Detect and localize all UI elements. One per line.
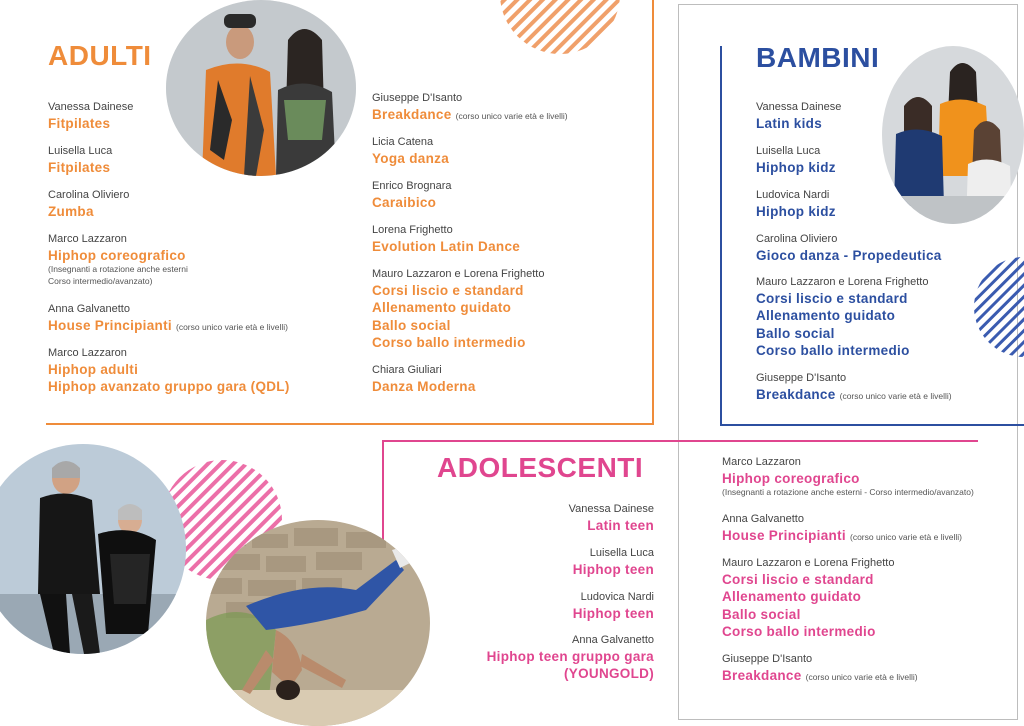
stripe-circle-orange [498, 0, 622, 54]
bambini-entry [756, 233, 942, 264]
teacher-name: Mauro Lazzaron e Lorena Frighetto [372, 268, 545, 280]
adulti-entry [372, 224, 520, 255]
teacher-name: Mauro Lazzaron e Lorena Frighetto [722, 557, 895, 569]
course-note: (Insegnanti a rotazione anche esterni - Corso intermedio/avanzato) [722, 487, 974, 498]
teacher-name: Ludovica Nardi [580, 591, 654, 603]
bambini-entry [756, 276, 928, 360]
course-title: Corso ballo intermedio [372, 335, 526, 351]
course-title: Corsi liscio e standard [372, 282, 524, 298]
course-note: (Insegnanti a rotazione anche esterni [48, 264, 188, 275]
teacher-name: Vanessa Dainese [756, 101, 842, 113]
course-title [722, 667, 918, 687]
course-title: Ballo social [372, 317, 451, 333]
course-title: Corso ballo intermedio [722, 624, 876, 640]
course-title: Hiphop teen [572, 605, 654, 621]
adolescenti-entry [400, 634, 654, 683]
adolescenti-entry [400, 591, 654, 622]
course-name: House Principianti [722, 527, 846, 543]
course-inline-note: (corso unico varie età e livelli) [175, 321, 288, 332]
adolescenti-frame-left [382, 440, 384, 550]
photo-bambini-girls [882, 46, 1024, 224]
course-title: Zumba [48, 203, 94, 219]
course-title: Caraibico [372, 194, 437, 210]
teacher-name: Enrico Brognara [372, 180, 452, 192]
course-title: Corso ballo intermedio [756, 343, 910, 359]
adolescenti-entry [722, 557, 894, 641]
course-name: Breakdance [372, 106, 452, 122]
photo-adulti-dancers [166, 0, 356, 176]
teacher-name: Luisella Luca [48, 145, 113, 157]
course-title: Fitpilates [48, 115, 111, 131]
teacher-name: Luisella Luca [756, 145, 821, 157]
adolescenti-title: ADOLESCENTI [437, 452, 644, 483]
adolescenti-entry [722, 456, 974, 499]
course-title: Corsi liscio e standard [722, 571, 874, 587]
bambini-entry [756, 145, 836, 176]
teacher-name: Marco Lazzaron [722, 456, 801, 468]
course-title: Latin teen [587, 517, 654, 533]
teacher-name: Chiara Giuliari [372, 364, 442, 376]
course-title [756, 386, 952, 406]
adulti-frame-bottom [46, 423, 654, 425]
teacher-name: Vanessa Dainese [48, 101, 134, 113]
course-title [48, 317, 288, 337]
adulti-entry [372, 180, 452, 211]
adolescenti-entry [400, 547, 654, 578]
course-title: Latin kids [756, 115, 823, 131]
course-title: Hiphop coreografico [48, 247, 186, 263]
course-title: Yoga danza [372, 150, 450, 166]
adulti-entry [48, 347, 290, 396]
bambini-entry [756, 101, 841, 132]
course-title: Ballo social [722, 606, 801, 622]
course-title: Corsi liscio e standard [756, 290, 908, 306]
course-name: House Principianti [48, 317, 172, 333]
course-inline-note: (corso unico varie età e livelli) [455, 110, 568, 121]
teacher-name: Marco Lazzaron [48, 233, 127, 245]
adulti-entry [48, 233, 188, 287]
course-name: Breakdance [722, 667, 802, 683]
teacher-name: Carolina Oliviero [756, 233, 838, 245]
adolescenti-entry [722, 513, 962, 546]
course-title: (YOUNGOLD) [564, 666, 654, 682]
course-title: Hiphop adulti [48, 361, 139, 377]
teacher-name: Vanessa Dainese [568, 503, 654, 515]
course-title: Evolution Latin Dance [372, 238, 521, 254]
course-inline-note: (corso unico varie età e livelli) [839, 390, 952, 401]
course-note: Corso intermedio/avanzato) [48, 275, 153, 286]
course-title: Allenamento guidato [756, 308, 896, 324]
course-inline-note: (corso unico varie età e livelli) [805, 671, 918, 682]
teacher-name: Anna Galvanetto [572, 634, 654, 646]
bambini-frame-bottom [720, 424, 1024, 426]
teacher-name: Luisella Luca [589, 547, 654, 559]
adulti-entry [48, 145, 112, 176]
bambini-entry [756, 189, 836, 220]
course-inline-note: (corso unico varie età e livelli) [849, 531, 962, 542]
course-title: Ballo social [756, 325, 835, 341]
course-title: Gioco danza - Propedeutica [756, 247, 942, 263]
teacher-name: Licia Catena [372, 136, 434, 148]
course-title: Hiphop avanzato gruppo gara (QDL) [48, 379, 290, 395]
course-title [372, 106, 568, 126]
course-name: Breakdance [756, 386, 836, 402]
adulti-frame-right [652, 0, 654, 425]
adulti-entry [372, 364, 476, 395]
adulti-entry [48, 189, 129, 220]
course-title: Allenamento guidato [722, 589, 862, 605]
photo-ballroom-couple [0, 444, 186, 654]
teacher-name: Giuseppe D'Isanto [372, 92, 463, 104]
teacher-name: Lorena Frighetto [372, 224, 453, 236]
course-title: Danza Moderna [372, 378, 476, 394]
bambini-title: BAMBINI [756, 42, 880, 73]
adulti-entry [372, 268, 544, 352]
teacher-name: Anna Galvanetto [722, 513, 804, 525]
course-title: Hiphop teen [572, 561, 654, 577]
teacher-name: Giuseppe D'Isanto [722, 653, 813, 665]
teacher-name: Marco Lazzaron [48, 347, 127, 359]
adulti-entry [48, 303, 288, 336]
course-title [722, 527, 962, 547]
adulti-entry [372, 136, 449, 167]
teacher-name: Carolina Oliviero [48, 189, 130, 201]
adolescenti-entry [400, 503, 654, 534]
course-title: Hiphop coreografico [722, 470, 860, 486]
adulti-entry [48, 101, 133, 132]
course-title: Hiphop teen gruppo gara [486, 648, 654, 664]
course-title: Hiphop kidz [756, 159, 836, 175]
bambini-entry [756, 372, 952, 405]
adolescenti-entry [722, 653, 918, 686]
teacher-name: Mauro Lazzaron e Lorena Frighetto [756, 276, 929, 288]
course-title: Fitpilates [48, 159, 111, 175]
adolescenti-frame-top [382, 440, 978, 442]
adulti-entry [372, 92, 568, 125]
stripe-circle-blue [972, 256, 1024, 358]
bambini-frame-left [720, 46, 722, 426]
course-title: Hiphop kidz [756, 203, 836, 219]
teacher-name: Giuseppe D'Isanto [756, 372, 847, 384]
course-title: Allenamento guidato [372, 300, 512, 316]
photo-breakdancer [206, 520, 430, 726]
teacher-name: Ludovica Nardi [756, 189, 830, 201]
adulti-title: ADULTI [48, 40, 152, 71]
teacher-name: Anna Galvanetto [48, 303, 130, 315]
